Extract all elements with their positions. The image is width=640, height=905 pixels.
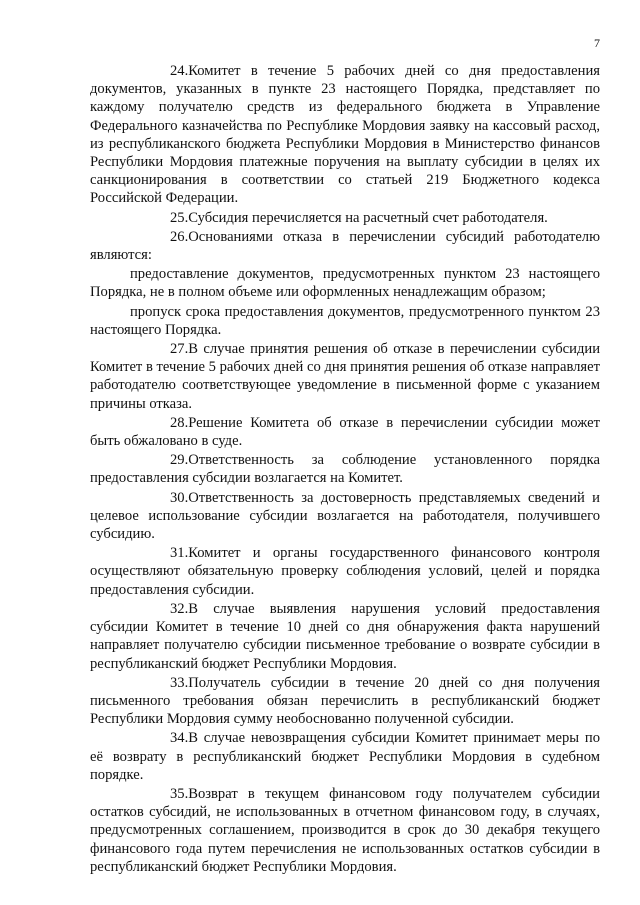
paragraph-text: Комитет и органы государственного финансового контроля осуществляют обязательную проверку соблюдения условий, целей и порядка предоставления субсидии.: [90, 545, 600, 598]
paragraph-text: В случае выявления нарушения условий предоставления субсидии Комитет в течение 10 дней со дня обнаружения факта нарушений направляет получателю субсидии письменное требование о возврате субсидии в республиканский бюджет Республики Мордовия.: [90, 600, 600, 672]
paragraph-number: 25.: [170, 209, 189, 226]
document-body: [90, 62, 600, 876]
paragraph-number: 29.: [170, 452, 189, 469]
paragraph-text: Комитет в течение 5 рабочих дней со дня предоставления документов, указанных в пункте 23 настоящего Порядка, представляет по каждому получателю средств из федерального бюджета в Управление Федерального казначейства по Республике Мордовия заявку на кассовый расход, из республиканского бюджета Республики Мордовия в Министерство финансов Республики Мордовия платежные поручения на выплату субсидии в целях их санкционирования в соответствии со статьей 219 Бюджетного кодекса Российской Федерации.: [90, 63, 600, 207]
paragraph-25: [90, 209, 600, 227]
paragraph-text: Решение Комитета об отказе в перечислении субсидии может быть обжаловано в суде.: [90, 414, 600, 450]
paragraph-text: пропуск срока предоставления документов, предусмотренного пунктом 23 настоящего Порядка.: [90, 303, 600, 338]
paragraph-number: 30.: [170, 489, 189, 506]
paragraph-number: 31.: [170, 545, 189, 562]
paragraph-number: 27.: [170, 341, 189, 358]
paragraph-text: Субсидия перечисляется на расчетный счет работодателя.: [188, 209, 548, 226]
paragraph-number: 28.: [170, 414, 189, 431]
paragraph-27: [90, 340, 600, 413]
paragraph-number: 33.: [170, 674, 189, 691]
paragraph-text: Получатель субсидии в течение 20 дней со дня получения письменного требования обязан перечислить в республиканский бюджет Республики Мордовия сумму необоснованно полученной субсидии.: [90, 674, 600, 728]
paragraph-number: 26.: [170, 228, 189, 245]
paragraph-29: [90, 451, 600, 487]
paragraph-text: Основаниями отказа в перечислении субсидий работодателю являются:: [90, 228, 600, 264]
paragraph-34: [90, 729, 600, 784]
paragraph-number: 34.: [170, 730, 189, 747]
paragraph-text: предоставление документов, предусмотренных пунктом 23 настоящего Порядка, не в полном объеме или оформленных ненадлежащим образом;: [90, 266, 600, 301]
paragraph-33: [90, 674, 600, 729]
paragraph-26: [90, 228, 600, 264]
paragraph-30: [90, 489, 600, 544]
paragraph-32: [90, 600, 600, 673]
paragraph-26-item-1: [90, 265, 600, 301]
paragraph-26-item-2: [90, 303, 600, 339]
page-number: 7: [594, 36, 600, 50]
paragraph-number: 35.: [170, 785, 189, 802]
paragraph-number: 32.: [170, 600, 189, 617]
paragraph-text: В случае невозвращения субсидии Комитет принимает меры по её возврату в республиканский бюджет Республики Мордовия в судебном порядке.: [90, 730, 600, 783]
paragraph-text: Возврат в текущем финансовом году получателем субсидии остатков субсидий, не использованных в отчетном финансовом году, в случаях, предусмотренных соглашением, производится в срок до 30 декабря текущего финансового года путем перечисления не использованных остатков субсидии в республиканский бюджет Республики Мордовия.: [90, 785, 600, 875]
paragraph-text: В случае принятия решения об отказе в перечислении субсидии Комитет в течение 5 рабочих дней со дня принятия решения об отказе направляет работодателю соответствующее уведомление в письменной форме с указанием причины отказа.: [90, 341, 600, 412]
paragraph-28: [90, 414, 600, 450]
paragraph-text: Ответственность за соблюдение установленного порядка предоставления субсидии возлагается на Комитет.: [90, 452, 600, 487]
paragraph-31: [90, 544, 600, 599]
paragraph-number: 24.: [170, 63, 189, 79]
paragraph-35: [90, 785, 600, 876]
paragraph-24: [90, 62, 600, 208]
paragraph-text: Ответственность за достоверность представляемых сведений и целевое использование субсидии возлагается на работодателя, получившего субсидию.: [90, 489, 600, 543]
